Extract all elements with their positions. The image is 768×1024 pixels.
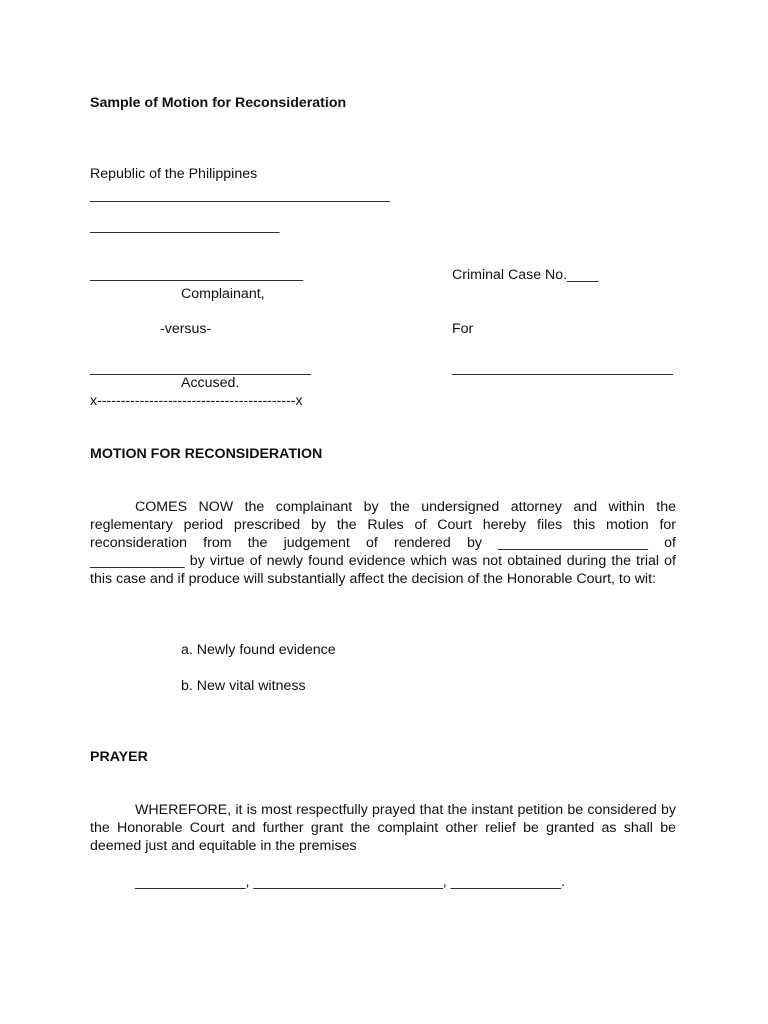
motion-heading: MOTION FOR RECONSIDERATION <box>90 446 323 462</box>
ground-item: b. New vital witness <box>181 678 306 694</box>
document-title: Sample of Motion for Reconsideration <box>90 95 347 111</box>
versus-label: -versus- <box>160 321 212 337</box>
court-branch-blank: ________________________ <box>90 218 280 234</box>
accused-label: Accused. <box>181 375 240 391</box>
motion-body: COMES NOW the complainant by the undersigned attorney and within the reglementary period prescribed by the Rules of Court hereby files this motion for reconsideration from the judgement of rendered by ___________________ of ____________ by virtue of newly found evidence which was not obtained during the trial of this case and if produce will substantially affect the decision of the Honorable Court, to wit: <box>90 499 676 587</box>
ground-item: a. Newly found evidence <box>181 642 336 658</box>
complainant-blank: ___________________________ <box>90 266 304 282</box>
accused-blank: ____________________________ <box>90 360 311 376</box>
criminal-case-number: Criminal Case No.____ <box>452 267 599 283</box>
republic-line: Republic of the Philippines <box>90 166 258 182</box>
complainant-label: Complainant, <box>181 286 265 302</box>
prayer-body: WHEREFORE, it is most respectfully prayed that the instant petition be considered by the Honorable Court and further grant the complaint other relief be granted as shall be deemed just and equitable in the premises <box>90 802 676 854</box>
signature-place-date-line: ______________, ________________________, ______________. <box>135 874 566 890</box>
offense-blank: ____________________________ <box>452 360 673 376</box>
for-label: For <box>452 321 474 337</box>
caption-separator: x------------------------------------------x <box>90 393 303 409</box>
court-name-blank: ______________________________________ <box>90 187 390 203</box>
prayer-heading: PRAYER <box>90 749 148 765</box>
